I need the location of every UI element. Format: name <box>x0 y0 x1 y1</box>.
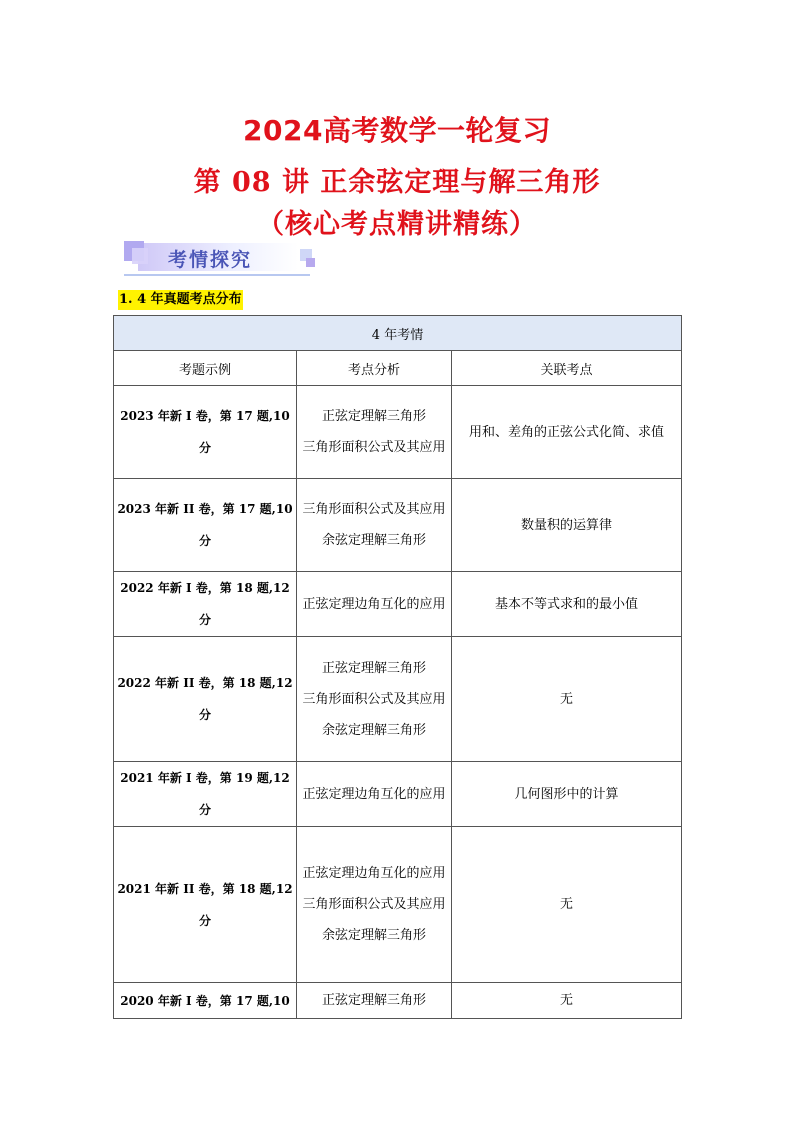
topic-analysis-cell <box>297 637 452 762</box>
topic-item: 三角形面积公式及其应用 <box>302 440 446 455</box>
topic-item: 三角形面积公式及其应用 <box>302 502 446 517</box>
topic-item: 余弦定理解三角形 <box>321 533 426 548</box>
topic-analysis-cell <box>297 983 452 1019</box>
topic-item: 三角形面积公式及其应用 <box>302 691 446 707</box>
related-topic-cell: 几何图形中的计算 <box>452 762 682 827</box>
column-header: 关联考点 <box>452 351 682 386</box>
banner-square-decoration <box>132 248 148 264</box>
topic-analysis-cell <box>297 386 452 479</box>
topic-analysis-cell <box>297 572 452 637</box>
banner-underline <box>124 274 310 276</box>
topic-item: 正弦定理边角互化的应用 <box>302 596 446 612</box>
document-title: 2024高考数学一轮复习 <box>243 114 551 147</box>
topic-analysis-cell <box>297 827 452 983</box>
related-topic-cell: 无 <box>452 827 682 983</box>
subheading: 1. 4 年真题考点分布 <box>118 290 243 310</box>
exam-example-cell: 2020 年新 I 卷，第 17 题,10 <box>114 983 297 1019</box>
topic-item: 余弦定理解三角形 <box>321 928 426 943</box>
topic-item: 正弦定理解三角形 <box>321 409 426 424</box>
lecture-subtitle: （核心考点精讲精练） <box>257 209 537 240</box>
topic-item: 三角形面积公式及其应用 <box>302 897 446 912</box>
section-banner <box>124 240 310 278</box>
table-row <box>114 386 682 479</box>
exam-example-cell: 2021 年新 I 卷，第 19 题,12 分 <box>114 762 297 827</box>
lecture-title: 第 08 讲 正余弦定理与解三角形 <box>193 167 601 198</box>
exam-example-cell: 2023 年新 I 卷，第 17 题,10 分 <box>114 386 297 479</box>
related-topic-cell: 无 <box>452 637 682 762</box>
table-row <box>114 637 682 762</box>
related-topic-cell: 数量积的运算律 <box>452 479 682 572</box>
table-row <box>114 572 682 637</box>
topic-item: 余弦定理解三角形 <box>321 722 426 738</box>
topic-item: 正弦定理解三角形 <box>321 660 426 676</box>
banner-label: 考情探究 <box>168 249 253 271</box>
exam-example-cell: 2023 年新 II 卷，第 17 题,10 分 <box>114 479 297 572</box>
table-row <box>114 762 682 827</box>
table-row <box>114 827 682 983</box>
topic-item: 正弦定理边角互化的应用 <box>302 866 446 881</box>
exam-example-cell: 2021 年新 II 卷，第 18 题,12 分 <box>114 827 297 983</box>
topic-analysis-cell <box>297 479 452 572</box>
related-topic-cell: 无 <box>452 983 682 1019</box>
exam-topics-table <box>113 315 682 1019</box>
exam-example-cell: 2022 年新 I 卷，第 18 题,12 分 <box>114 572 297 637</box>
table-row <box>114 479 682 572</box>
topic-item: 正弦定理边角互化的应用 <box>302 786 446 802</box>
related-topic-cell: 基本不等式求和的最小值 <box>452 572 682 637</box>
related-topic-cell: 用和、差角的正弦公式化简、求值 <box>452 386 682 479</box>
topic-analysis-cell <box>297 762 452 827</box>
topic-item: 正弦定理解三角形 <box>321 993 426 1008</box>
table-row <box>114 983 682 1019</box>
table-caption: 4 年考情 <box>114 316 682 351</box>
exam-example-cell: 2022 年新 II 卷，第 18 题,12 分 <box>114 637 297 762</box>
column-header: 考题示例 <box>114 351 297 386</box>
banner-square-decoration <box>306 258 315 267</box>
column-header: 考点分析 <box>297 351 452 386</box>
